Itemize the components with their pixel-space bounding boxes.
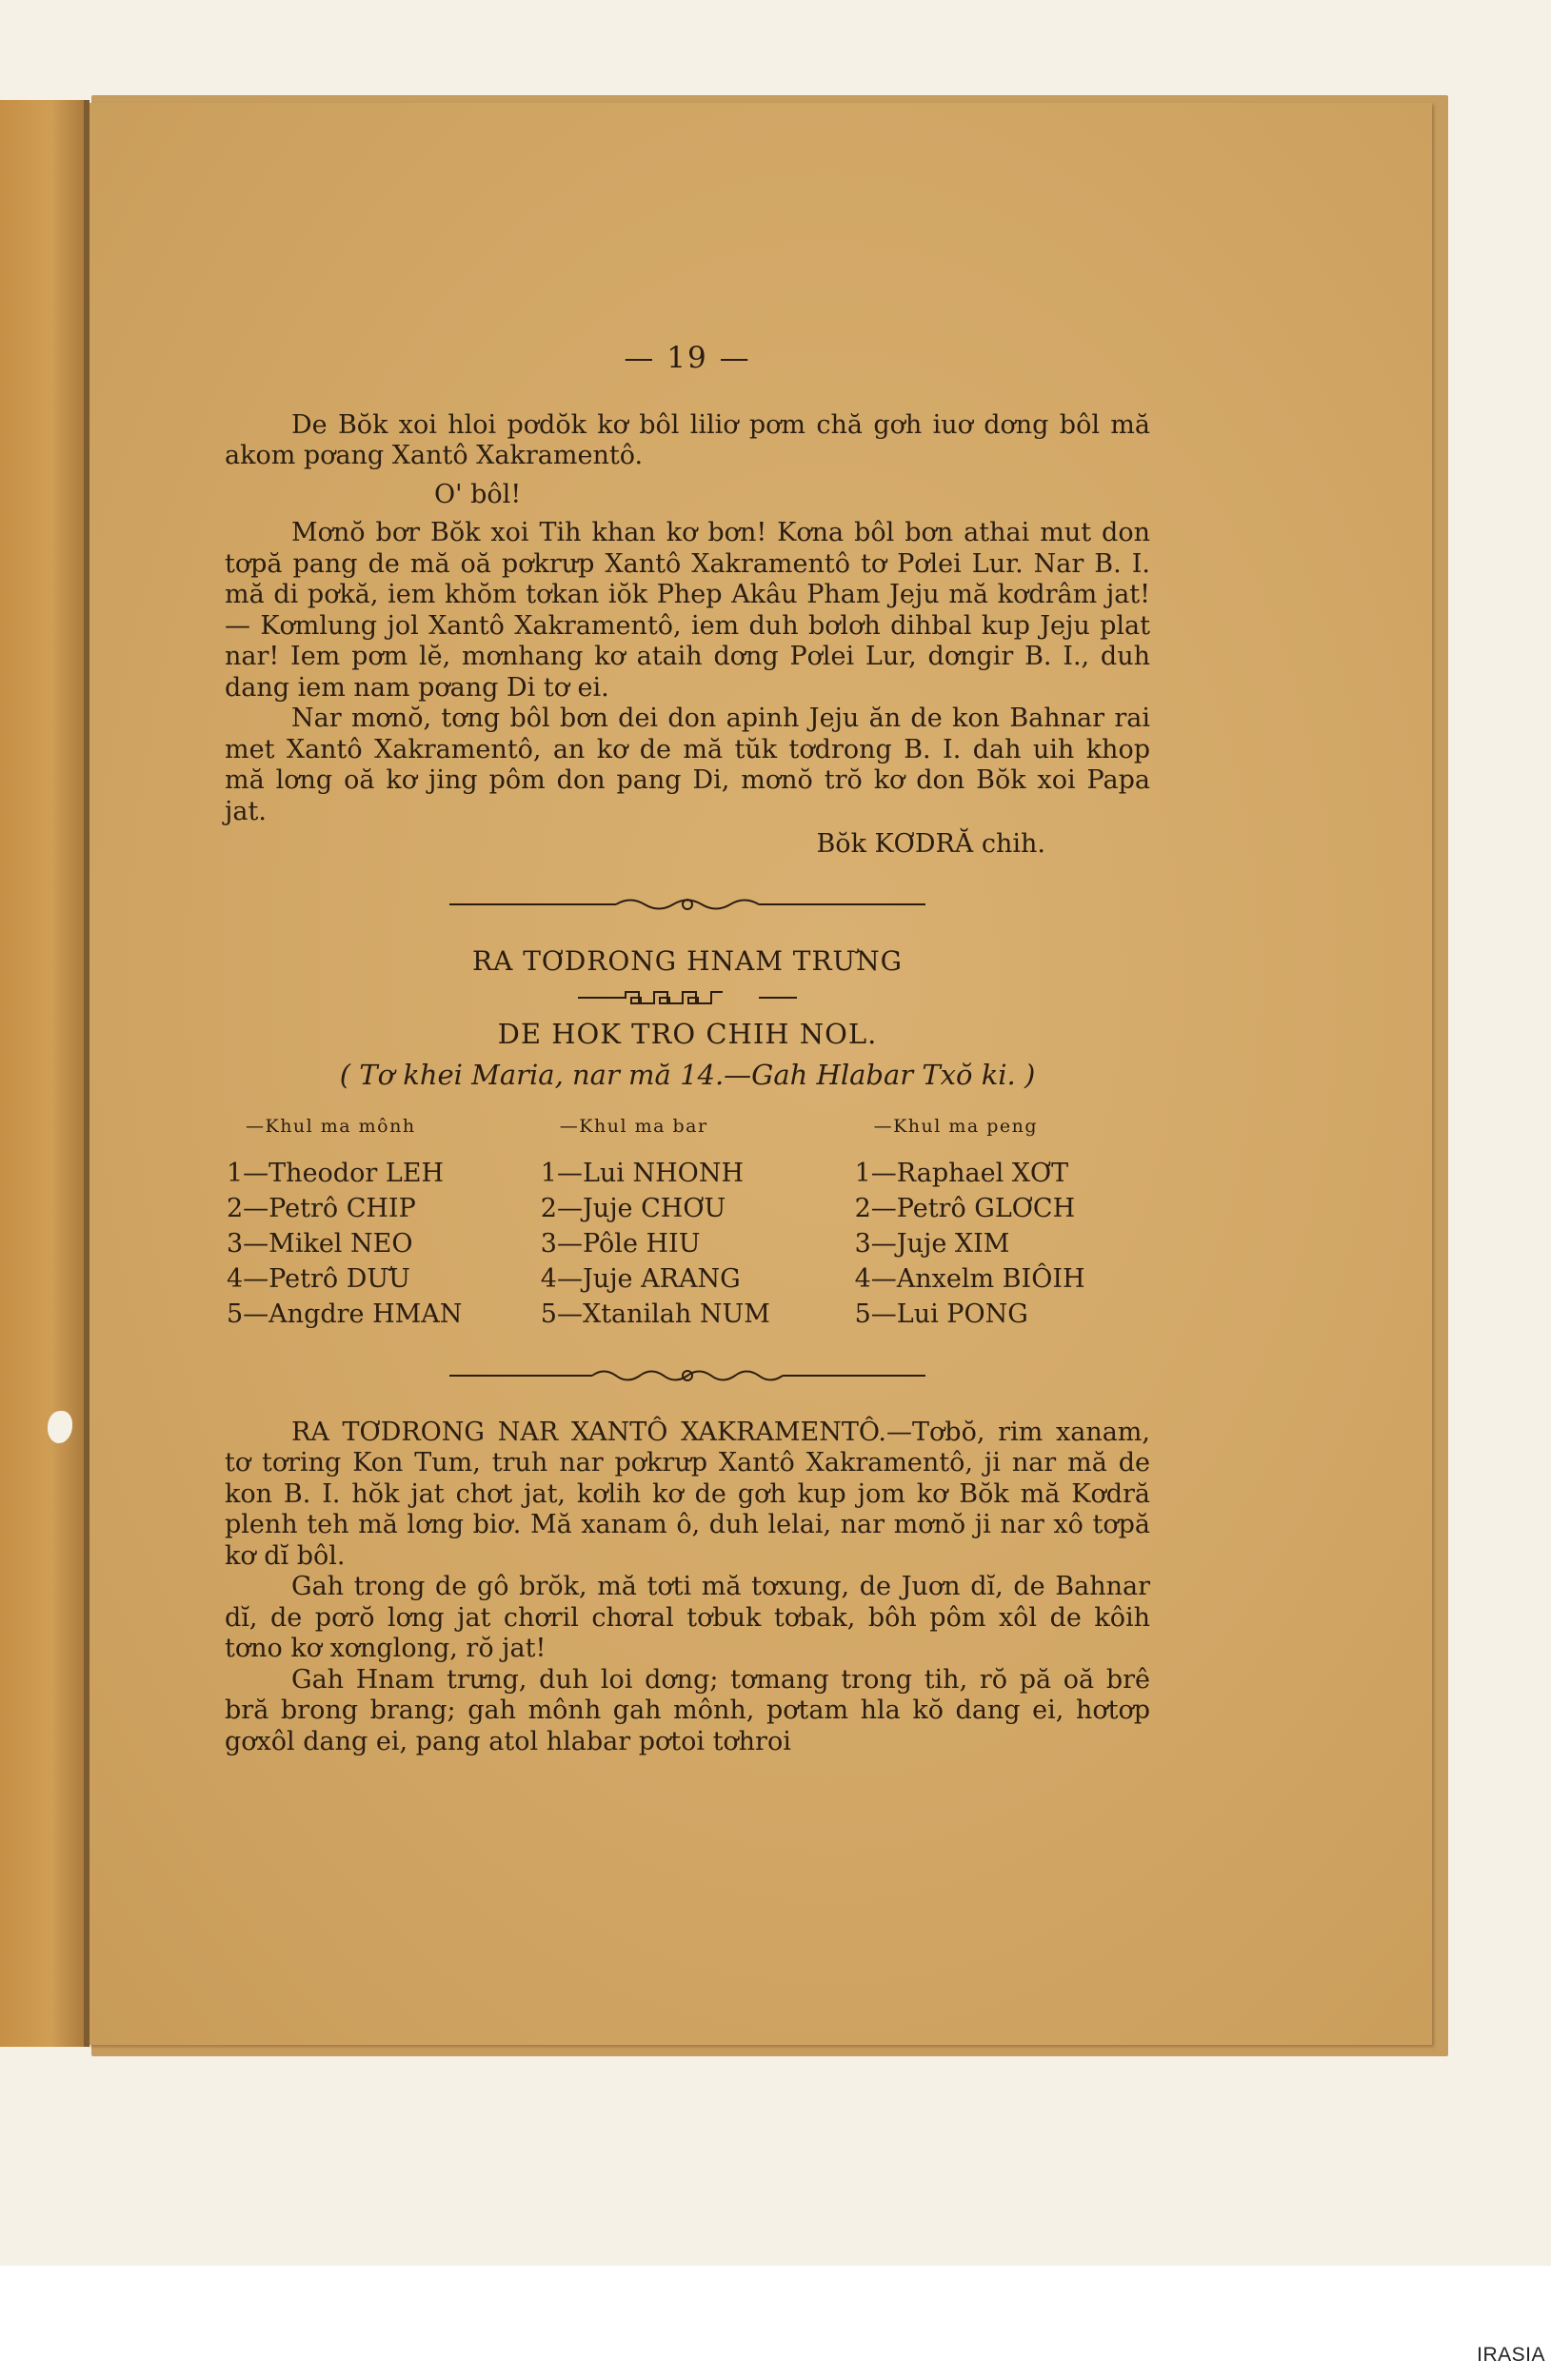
- list-item: 4—Petrô DƯU: [227, 1263, 410, 1294]
- section2-paragraph-1: RA TƠDRONG NAR XANTÔ XAKRAMENTÔ.—Tơbŏ, rim xanam, tơ tơring Kon Tum, truh nar pơkrưp Xantô Xakramentô, ji nar mă de kon B. I. hŏk jat chơt jat, kơlih kơ de gơh kup jom kơ Bŏk mă Kơdră plenh teh mă lơng biơ. Mă xanam ô, duh lelai, nar mơnŏ ji nar xô tơpă kơ dĭ bôl.: [225, 1417, 1150, 1571]
- list-item: 5—Xtanilah NUM: [540, 1299, 770, 1329]
- greek-key-divider: [578, 990, 797, 1005]
- column-heading: —Khul ma bar: [559, 1116, 708, 1137]
- list-item: 2—Juje CHƠU: [540, 1193, 726, 1223]
- date-note: ( Tơ khei Maria, nar mă 14.—Gah Hlabar Txŏ ki. ): [339, 1058, 1036, 1091]
- name-list: [855, 1156, 1150, 1332]
- list-item: 2—Petrô CHIP: [227, 1193, 416, 1223]
- list-item: 3—Mikel NEO: [227, 1228, 413, 1259]
- name-list: [227, 1156, 522, 1332]
- left-page-edge: [0, 100, 86, 2047]
- class-column-2: [541, 1111, 836, 1332]
- list-item: 1—Lui NHONH: [540, 1158, 744, 1188]
- section-subtitle: DE HOK TRO CHIH NOL.: [497, 1018, 878, 1050]
- list-item: 3—Juje XIM: [854, 1228, 1010, 1259]
- book-spine: [84, 100, 89, 2047]
- list-item: 1—Raphael XƠT: [854, 1158, 1069, 1188]
- watermark: IRASIA: [1477, 2344, 1545, 2366]
- list-item: 5—Angdre HMAN: [227, 1299, 463, 1329]
- class-column-1: [227, 1111, 522, 1332]
- class-column-3: [855, 1111, 1150, 1332]
- section2-paragraph-2: Gah trong de gô brŏk, mă tơti mă tơxung, de Juơn dĭ, de Bahnar dĭ, de pơrŏ lơng jat chơril chơral tơbuk tơbak, bôh pôm xôl de kôih tơno kơ xơnglong, rŏ jat!: [225, 1572, 1150, 1663]
- section-title: RA TƠDRONG HNAM TRƯNG: [471, 944, 904, 977]
- intro-paragraph-2: Nar mơnŏ, tơng bôl bơn dei don apinh Jeju ăn de kon Bahnar rai met Xantô Xakramentô, an kơ de mă tŭk tơdrong B. I. dah uih khop mă lơng oă kơ jing pôm don pang Di, mơnŏ trŏ kơ don Bŏk xoi Papa jat.: [225, 704, 1150, 826]
- salutation: O' bôl!: [434, 479, 522, 509]
- column-heading: —Khul ma peng: [873, 1116, 1039, 1137]
- intro-paragraph-1: Mơnŏ bơr Bŏk xoi Tih khan kơ bơn! Kơna bôl bơn athai mut don tơpă pang de mă oă pơkrưp Xantô Xakramentô tơ Pơlei Lur. Nar B. I. mă di pơkă, iem khŏm tơkan iŏk Phep Akâu Pham Jeju mă kơdrâm jat! — Kơmlung jol Xantô Xakramentô, iem duh bơlơh dihbal kup Jeju plat nar! Iem pơm lĕ, mơnhang kơ ataih dơng Pơlei Lur, dơngir B. I., duh dang iem nam pơang Di tơ ei.: [225, 518, 1150, 703]
- page-content: [225, 343, 1150, 1757]
- list-item: 1—Theodor LEH: [227, 1158, 445, 1188]
- column-heading: —Khul ma mônh: [246, 1116, 416, 1137]
- list-item: 3—Pôle HIU: [540, 1228, 701, 1259]
- signature: Bŏk KƠDRĂ chih.: [816, 829, 1045, 859]
- list-item: 2—Petrô GLƠCH: [854, 1193, 1076, 1223]
- section2-paragraph-3: Gah Hnam trưng, duh loi dơng; tơmang trong tih, rŏ pă oă brê bră brong brang; gah mônh gah mônh, pơtam hla kŏ dang ei, hơtơp gơxôl dang ei, pang atol hlabar pơtoi tơhroi: [225, 1664, 1150, 1756]
- page-number: — 19 —: [624, 341, 751, 375]
- list-item: 4—Juje ARANG: [540, 1263, 741, 1294]
- ornamental-divider-2: [449, 1366, 925, 1385]
- ornamental-divider-1: [449, 895, 925, 914]
- list-item: 5—Lui PONG: [854, 1299, 1028, 1329]
- name-list: [541, 1156, 836, 1332]
- list-item: 4—Anxelm BIÔIH: [854, 1263, 1085, 1294]
- intro-line: De Bŏk xoi hloi pơdŏk kơ bôl liliơ pơm chă gơh iuơ dơng bôl mă akom pơang Xantô Xakramentô.: [225, 409, 1150, 470]
- class-lists: [225, 1111, 1150, 1332]
